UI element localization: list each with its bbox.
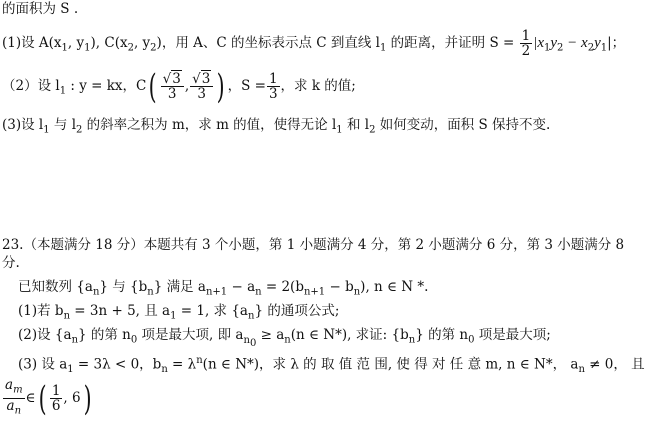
q23-given: 已知数列 $\{a_n\}$ 与 $\{b_n\}$ 满足 $a_{n+1} - a_n = 2(b_{n+1} - b_n)$, n ∈ N *. xyxy=(18,279,429,298)
q23-part3: (3) 设 $a_1 = 3\lambda < 0$，$b_n = \lambda^n(n$ ∈ N*)，求 λ 的 取 值 范 围, 使 得 对 任 意 m, n ∈ N*， $a_n \ne 0$， 且 xyxy=(18,355,645,376)
q23-part3-continued: $\frac{a_m}{a_n}$ ∈( $\frac{1}{6}$ , 6) xyxy=(5,377,92,419)
fraction-sqrt3-over-3-a: $\frac{√3}{3}$ xyxy=(161,72,184,101)
q22-part3: (3)设 $l_1$ 与 $l_2$ 的斜率之积为 m，求 m 的值，使得无论 $l_1$ 和 $l_2$ 如何变动，面积 S 保持不变. xyxy=(2,117,551,136)
fraction-one-third: $\frac{1}{3}$ xyxy=(268,71,278,102)
fraction-sqrt3-over-3-b: $\frac{√3}{3}$ xyxy=(190,72,213,101)
q23-header-continued: 分. xyxy=(2,255,20,271)
q22-part1: (1)设 $A(x_1$, $y_1$), $C(x_2$, $y_2$)，用 A、C 的坐标表示点 C 到直线 $l_1$ 的距离，并证明 S = $\frac{1}{2}$ $|x_1y_2 - x_2y_1|$； xyxy=(2,28,626,59)
q23-part2: (2)设 $\{a_n\}$ 的第 $n_0$ 项是最大项, 即 $a_{n_0} \ge a_n(n$ ∈ N*), 求证: $\{b_n\}$ 的第 $n_0$ 项是最大项; xyxy=(18,327,551,349)
q23-header: 23.（本题满分 18 分）本题共有 3 个小题，第 1 小题满分 4 分，第 2 小题满分 6 分，第 3 小题满分 8 xyxy=(2,237,625,253)
q22-part2: （2）设 $l_1$ : y = kx，C( $\frac{√3}{3}$ , $\frac{√3}{3}$ ) ，S = $\frac{1}{3}$ ，求 k 的值; xyxy=(2,66,356,107)
q22-intro: 的面积为 S . xyxy=(2,1,79,17)
fraction-one-half: $\frac{1}{2}$ xyxy=(521,28,531,59)
fraction-one-sixth: $\frac{1}{6}$ xyxy=(51,383,61,414)
fraction-am-over-an: $\frac{a_m}{a_n}$ xyxy=(5,377,23,417)
q23-part1: (1)若 $b_n = 3n + 5$, 且 $a_1 = 1$, 求 $\{a_n\}$ 的通项公式; xyxy=(18,303,340,322)
